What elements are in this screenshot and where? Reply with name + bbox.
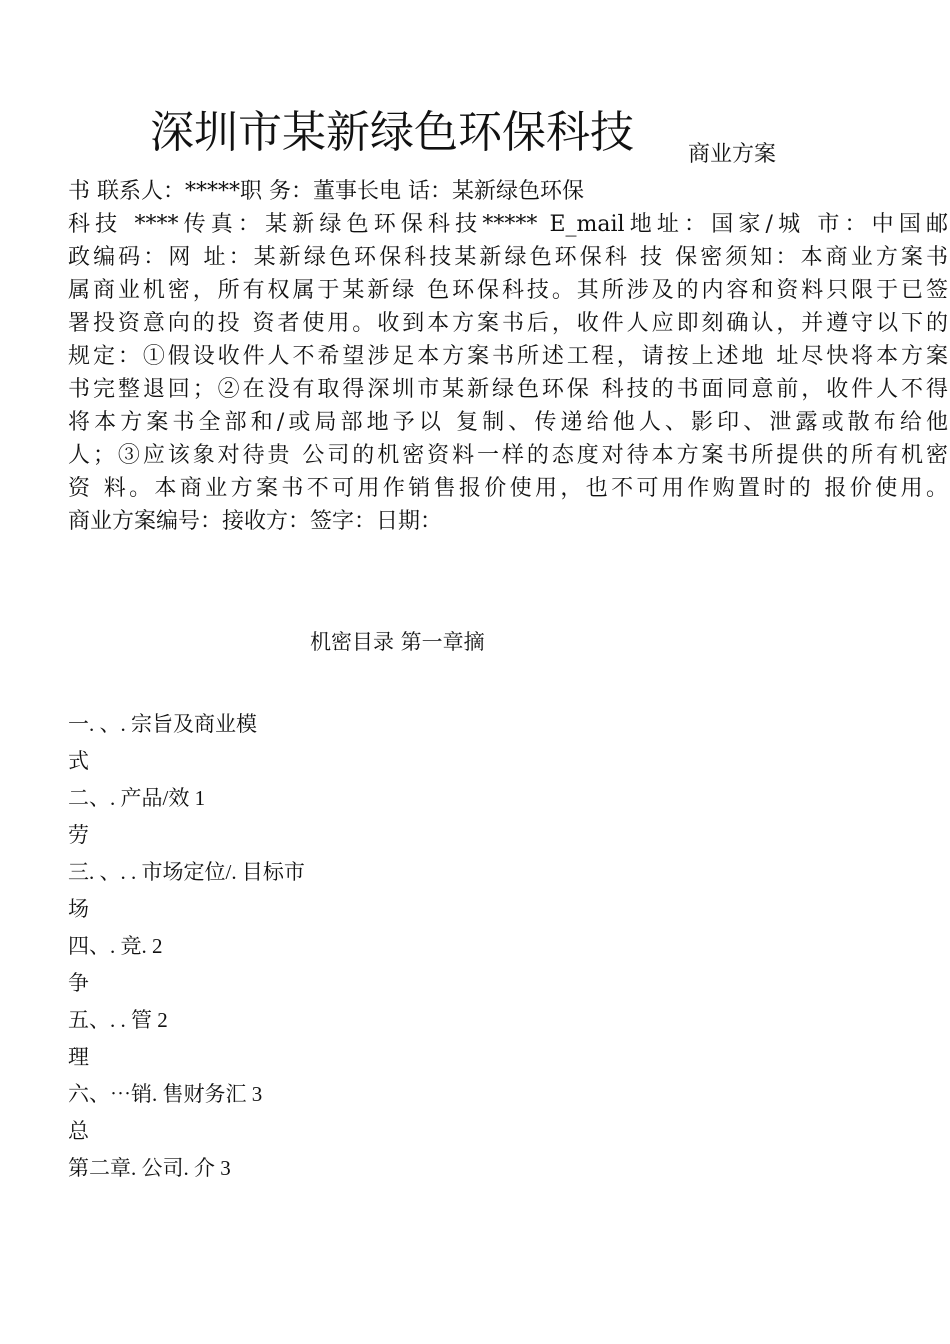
toc-line: 五、. . 管 2 [68, 1008, 168, 1032]
toc-line: 总 [68, 1119, 89, 1143]
body-line: 资 料。本商业方案书不可用作销售报价使用，也不可用作购置时的 报价使用。 [68, 476, 948, 501]
toc-line: 六、⋯销. 售财务汇 3 [68, 1082, 263, 1106]
body-line: 将本方案书全部和/或局部地予以 复制、传递给他人、影印、泄露或散布给他 [68, 410, 948, 435]
body-line: 规定：①假设收件人不希望涉足本方案书所述工程，请按上述地 址尽快将本方案 [68, 344, 948, 369]
toc-line: 三. 、. . 市场定位/. 目标市 [68, 860, 305, 884]
body-line: 书 联系人：*****职 务：董事长电 话：某新绿色环保 [68, 179, 584, 204]
table-of-contents [68, 706, 668, 1187]
toc-line: 第二章. 公司. 介 3 [68, 1156, 231, 1180]
toc-heading: 机密目录 第一章摘 [310, 630, 485, 654]
document-title-suffix: 商业方案 [688, 142, 777, 167]
body-line: 人；③应该象对待贵 公司的机密资料一样的态度对待本方案书所提供的所有机密 [68, 443, 948, 468]
body-line: 属商业机密，所有权属于某新绿 色环保科技。其所涉及的内容和资料只限于已签 [68, 278, 948, 303]
toc-line: 式 [68, 749, 89, 773]
body-line: 书完整退回；②在没有取得深圳市某新绿色环保 科技的书面同意前，收件人不得 [68, 377, 948, 402]
toc-line: 一. 、. 宗旨及商业模 [68, 712, 257, 736]
document-title: 深圳市某新绿色环保科技 [150, 107, 634, 158]
toc-line: 四、. 竞. 2 [68, 934, 163, 958]
confidentiality-body [68, 175, 948, 538]
toc-line: 场 [68, 897, 89, 921]
toc-line: 争 [68, 971, 89, 995]
toc-line: 劳 [68, 823, 89, 847]
body-line: 政编码：网 址：某新绿色环保科技某新绿色环保科 技 保密须知：本商业方案书 [68, 245, 948, 270]
body-line: 商业方案编号：接收方：签字：日期： [68, 509, 443, 534]
toc-line: 二、. 产品/效 1 [68, 786, 206, 810]
body-line: 科技 ****传真：某新绿色环保科技***** E_mail地址：国家/城 市：中国邮 [68, 212, 948, 237]
toc-line: 理 [68, 1045, 89, 1069]
body-line: 署投资意向的投 资者使用。收到本方案书后，收件人应即刻确认，并遵守以下的 [68, 311, 948, 336]
